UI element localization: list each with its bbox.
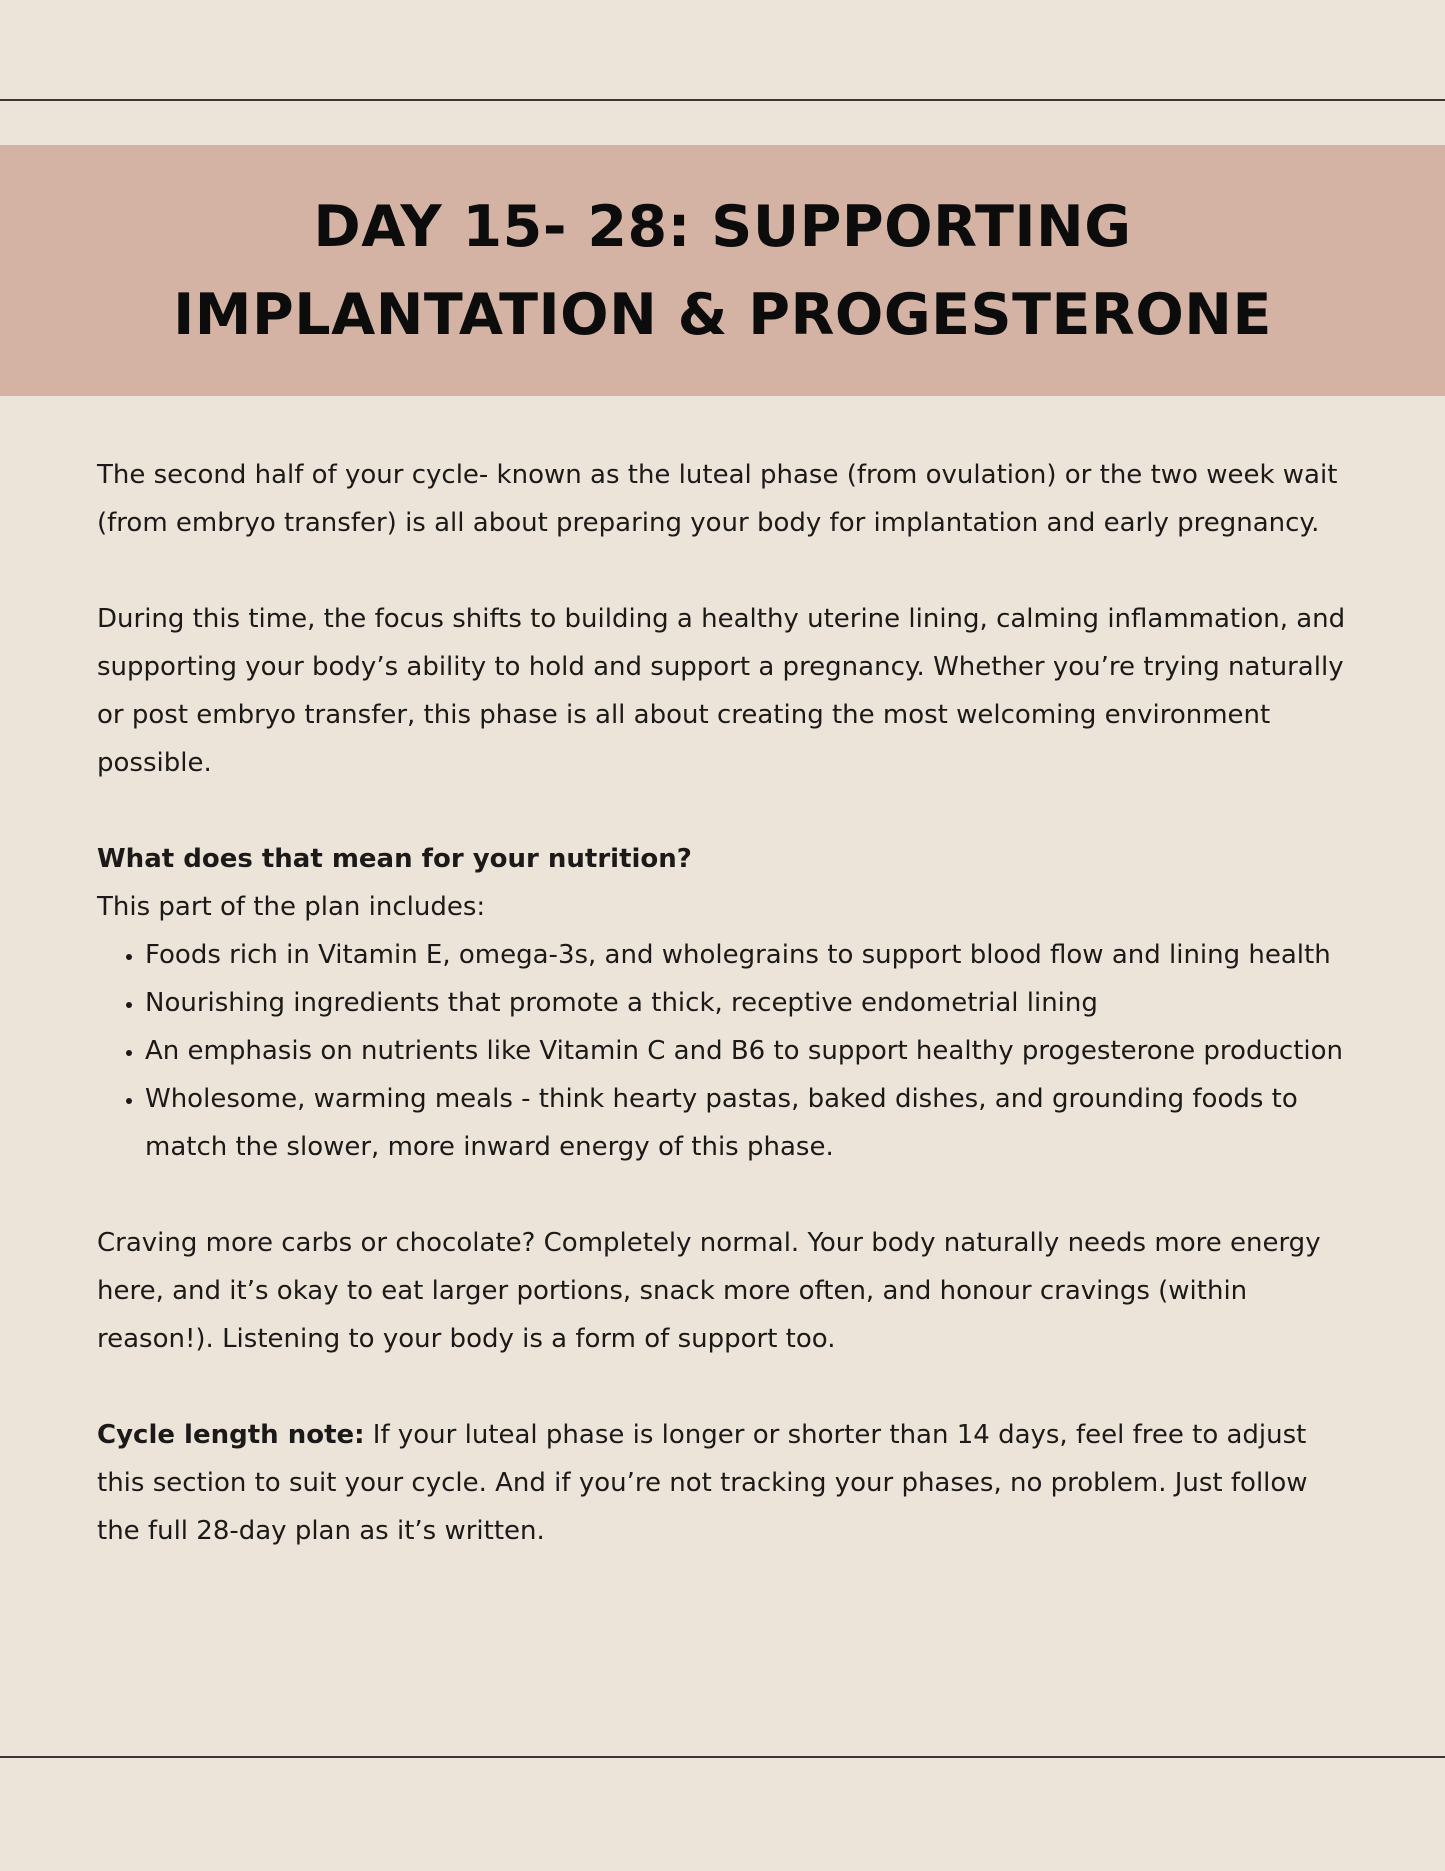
plan-list bbox=[97, 931, 1357, 1171]
cravings-paragraph: Craving more carbs or chocolate? Completely normal. Your body naturally needs more energy here, and it’s okay to eat larger portions, snack more often, and honour cravings (within reason!). Listening to your body is a form of support too. bbox=[97, 1228, 1321, 1354]
nutrition-question: What does that mean for your nutrition? bbox=[97, 844, 692, 874]
plan-list-item: • Foods rich in Vitamin E, omega-3s, and wholegrains to support blood flow and lining health bbox=[145, 931, 1357, 979]
body-content bbox=[97, 451, 1357, 1603]
intro-paragraph: The second half of your cycle- known as the luteal phase (from ovulation) or the two week wait (from embryo transfer) is all about preparing your body for implantation and early pregnancy. bbox=[97, 460, 1338, 538]
plan-list-item: • Nourishing ingredients that promote a thick, receptive endometrial lining bbox=[145, 979, 1357, 1027]
plan-list-item: • Wholesome, warming meals - think hearty pastas, baked dishes, and grounding foods to match the slower, more inward energy of this phase. bbox=[145, 1075, 1357, 1171]
plan-list-item: • An emphasis on nutrients like Vitamin C and B6 to support healthy progesterone production bbox=[145, 1027, 1357, 1075]
cycle-note-text: If your luteal phase is longer or shorter than 14 days, feel free to adjust this section to suit your cycle. And if you’re not tracking your phases, no problem. Just follow the full 28-day plan as it’s written. bbox=[97, 1420, 1308, 1546]
page-title-line-1: DAY 15- 28: SUPPORTING bbox=[313, 193, 1132, 260]
cycle-note-label: Cycle length note: bbox=[97, 1420, 365, 1450]
focus-paragraph: During this time, the focus shifts to building a healthy uterine lining, calming inflammation, and supporting your body’s ability to hold and support a pregnancy. Whether you’re trying naturally or post embryo transfer, this phase is all about creating the most welcoming environment possible. bbox=[97, 604, 1346, 778]
page-title bbox=[173, 183, 1272, 359]
title-banner bbox=[0, 145, 1445, 396]
cycle-note-paragraph bbox=[97, 1411, 1357, 1555]
bottom-divider bbox=[0, 1756, 1445, 1758]
top-divider bbox=[0, 99, 1445, 101]
page-title-line-2: IMPLANTATION & PROGESTERONE bbox=[173, 281, 1272, 348]
plan-intro: This part of the plan includes: bbox=[97, 892, 486, 922]
